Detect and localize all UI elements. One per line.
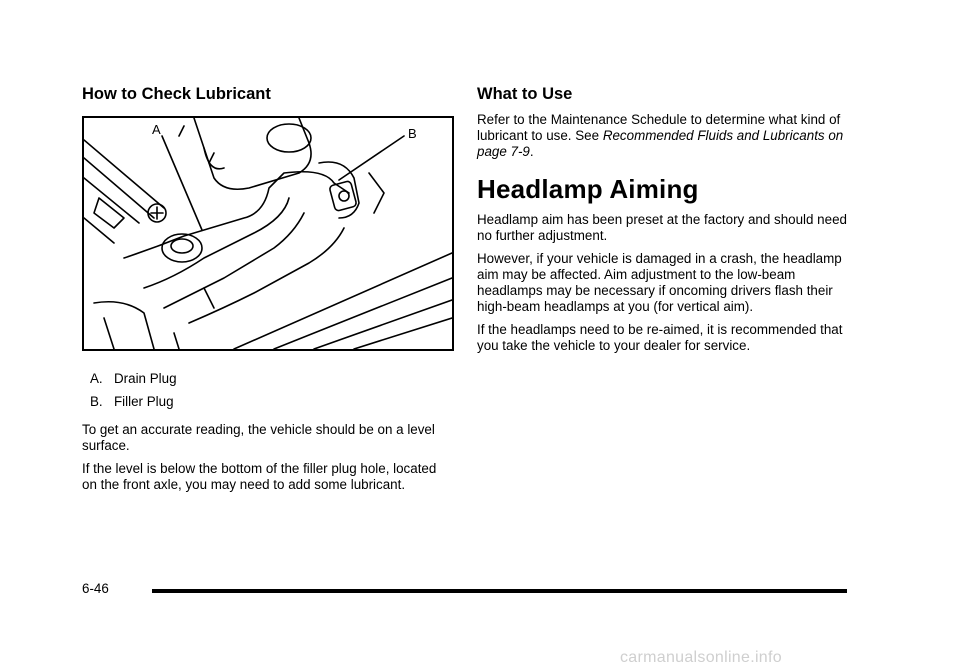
what-to-use-text: Refer to the Maintenance Schedule to determine what kind of lubricant to use. See — [477, 112, 841, 143]
left-column — [82, 82, 452, 500]
section-heading-what-to-use: What to Use — [477, 85, 573, 103]
paragraph-preset: Headlamp aim has been preset at the factory and should need no further adjustment. — [477, 212, 847, 243]
right-column — [477, 82, 847, 361]
callout-a-label: A — [152, 122, 161, 137]
axle-drawing — [84, 118, 452, 349]
callout-key: A. — [90, 371, 103, 386]
paragraph-add-lubricant: If the level is below the bottom of the filler plug hole, located on the front axle, you may need to add some lubricant. — [82, 461, 437, 492]
page-number: 6-46 — [82, 581, 109, 596]
footer-rule — [152, 589, 847, 593]
paragraph-what-to-use — [477, 112, 847, 160]
paragraph-re-aim: If the headlamps need to be re-aimed, it is recommended that you take the vehicle to your dealer for service. — [477, 322, 843, 353]
callout-item-b — [90, 394, 452, 410]
paragraph-level-surface: To get an accurate reading, the vehicle should be on a level surface. — [82, 422, 435, 453]
section-heading-check-lubricant: How to Check Lubricant — [82, 85, 271, 103]
callout-b-label: B — [408, 126, 417, 141]
watermark: carmanualsonline.info — [620, 649, 782, 666]
what-to-use-end: . — [529, 144, 534, 159]
recommended-fluids-link[interactable]: Recommended Fluids and Lubricants on page 7-9 — [477, 128, 844, 159]
paragraph-crash: However, if your vehicle is damaged in a crash, the headlamp aim may be affected. Aim adjustment to the low-beam headlamps may be necessary if oncoming drivers flash their high-beam headlamps at you (for vertical aim). — [477, 251, 842, 314]
axle-illustration — [82, 116, 454, 351]
callout-text: Filler Plug — [114, 394, 174, 409]
callout-key: B. — [90, 394, 103, 409]
callout-list — [82, 371, 452, 410]
callout-text: Drain Plug — [114, 371, 177, 386]
chapter-heading-headlamp-aiming: Headlamp Aiming — [477, 174, 699, 204]
callout-item-a — [90, 371, 452, 387]
